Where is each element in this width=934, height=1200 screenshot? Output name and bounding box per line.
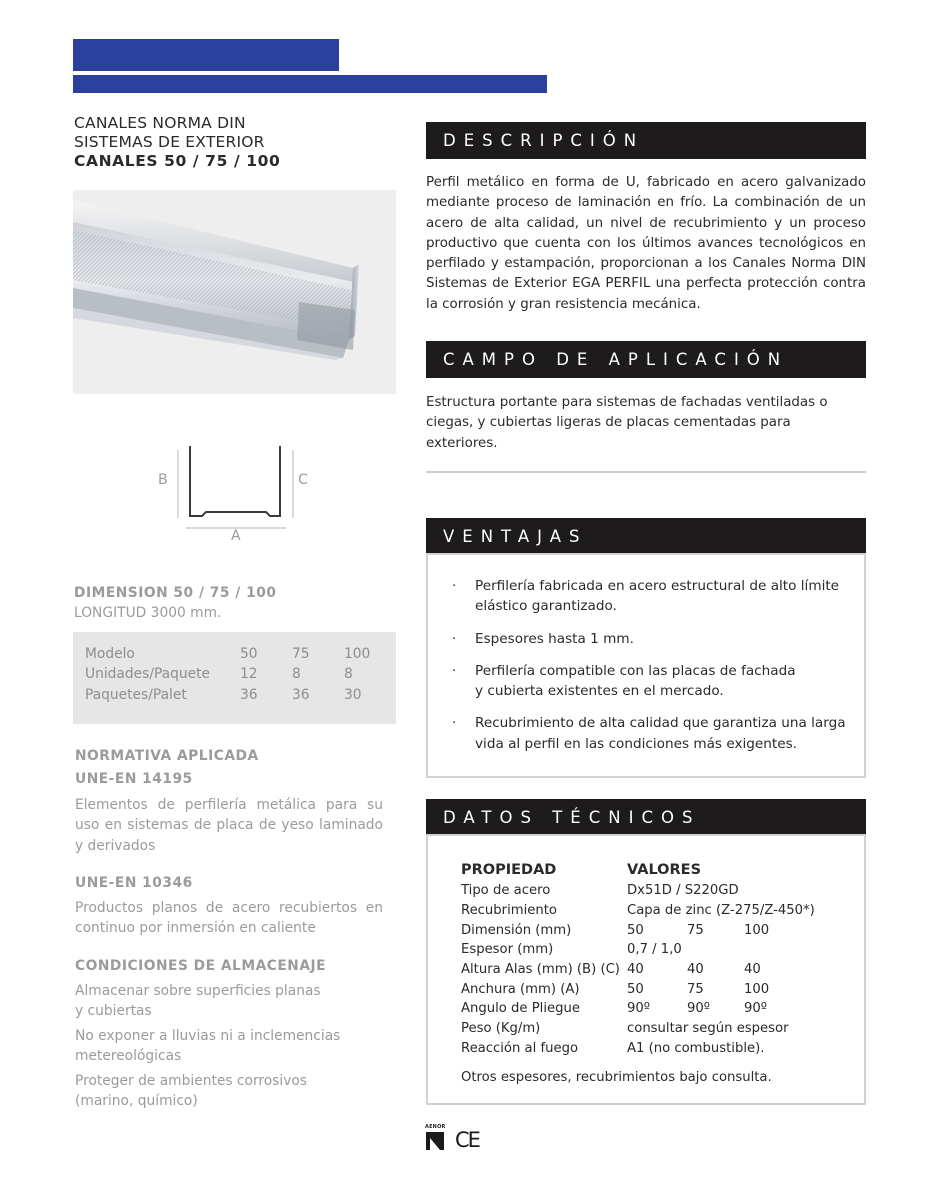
table-row — [461, 979, 815, 999]
standard-2-title: UNE-EN 10346 — [75, 875, 193, 891]
table-cell: Dimensión (mm) — [461, 922, 572, 938]
standard-1-title: UNE-EN 14195 — [75, 771, 193, 787]
bullet: · — [452, 630, 457, 647]
table-cell: Reacción al fuego — [461, 1040, 579, 1056]
storage-item-2 — [75, 1026, 383, 1067]
ce-mark: CE — [455, 1128, 479, 1152]
list-item — [428, 713, 864, 754]
table-row — [461, 960, 815, 980]
ventajas-box — [426, 553, 866, 778]
section-divider — [426, 471, 866, 473]
table-cell: 8 — [344, 666, 353, 683]
table-row — [461, 1039, 815, 1059]
dimension-length: LONGITUD 3000 mm. — [74, 605, 222, 621]
table-cell: 50 — [627, 922, 644, 938]
table-cell: 90º — [627, 1001, 650, 1017]
table-cell: 8 — [292, 666, 301, 683]
storage-item-line: Proteger de ambientes corrosivos — [75, 1073, 307, 1089]
list-item — [428, 661, 864, 702]
campo-text: Estructura portante para sistemas de fachadas ventiladas o ciegas, y cubiertas ligeras de placas cementadas para exteriores. — [426, 395, 828, 451]
header-bar-long — [73, 75, 547, 93]
table-cell: 100 — [744, 922, 770, 938]
table-cell: Espesor (mm) — [461, 942, 554, 958]
diagram-label-c: C — [298, 472, 308, 488]
table-cell: Paquetes/Palet — [85, 686, 187, 703]
column-header-values: VALORES — [627, 862, 702, 878]
product-photo — [73, 190, 396, 394]
aenor-logo-text: AENOR — [425, 1124, 446, 1130]
table-cell: 75 — [292, 646, 310, 663]
table-cell: Unidades/Paquete — [85, 666, 211, 683]
table-cell: 100 — [344, 646, 371, 663]
product-title-line2: SISTEMAS DE EXTERIOR — [74, 133, 265, 151]
descripcion-text: Perfil metálico en forma de U, fabricado en acero galvanizado mediante proceso de laminación en frío. La combinación de un acero de alta calidad, un nivel de recubrimiento y un proceso productivo que cuenta con los últimos avances tecnológicos en perfilado y estampación, proporcionan a los Canales Norma DIN Sistemas de Exterior EGA PERFIL una perfecta protección contra la corrosión y gran resistencia mecánica. — [426, 175, 866, 312]
table-cell: 90º — [687, 1001, 710, 1017]
table-cell: 40 — [744, 962, 761, 978]
ventajas-list — [428, 576, 864, 754]
models-table — [73, 632, 396, 724]
list-item — [428, 629, 864, 649]
list-item-line: Perfilería compatible con las placas de fachada — [475, 662, 796, 679]
datos-heading: DATOS TÉCNICOS — [426, 799, 866, 836]
table-header-row — [461, 859, 815, 881]
standard-2-text: Productos planos de acero recubiertos en continuo por inmersión en caliente — [75, 900, 383, 937]
list-item-line: Recubrimiento de alta calidad que garantiza una larga — [475, 715, 846, 732]
table-cell: Dx51D / S220GD — [627, 883, 739, 899]
campo-heading: CAMPO DE APLICACIÓN — [426, 341, 866, 378]
header-bar-short — [73, 39, 339, 71]
table-row — [461, 881, 815, 901]
storage-title: CONDICIONES DE ALMACENAJE — [75, 958, 327, 974]
table-cell: 90º — [744, 1001, 767, 1017]
table-cell: 100 — [744, 981, 770, 997]
table-row — [461, 940, 815, 960]
product-title-line1: CANALES NORMA DIN — [74, 114, 246, 132]
table-cell: Peso (Kg/m) — [461, 1021, 541, 1037]
list-item-line: vida al perfil en las condiciones más exigentes. — [475, 735, 797, 752]
list-item-line: Espesores hasta 1 mm. — [475, 630, 634, 647]
bullet: · — [452, 578, 457, 594]
storage-item-line: (marino, químico) — [75, 1093, 198, 1110]
table-row — [461, 999, 815, 1019]
list-item-line: Perfilería fabricada en acero estructural de alto límite — [475, 578, 840, 594]
table-cell: 36 — [292, 686, 310, 703]
table-cell: Anchura (mm) (A) — [461, 981, 580, 997]
list-item-line: elástico garantizado. — [475, 598, 617, 615]
normativa-title: NORMATIVA APLICADA — [75, 748, 259, 764]
table-cell: Tipo de acero — [461, 883, 551, 899]
storage-item-line: y cubiertas — [75, 1003, 152, 1020]
table-cell: 40 — [627, 962, 644, 978]
table-row — [461, 1019, 815, 1039]
table-cell: consultar según espesor — [627, 1021, 789, 1037]
bullet: · — [452, 715, 457, 732]
table-cell: 30 — [344, 686, 362, 703]
list-item — [428, 576, 864, 617]
table-cell: 50 — [240, 646, 258, 663]
table-cell: 50 — [627, 981, 644, 997]
storage-item-line: No exponer a lluvias ni a inclemencias — [75, 1028, 341, 1044]
descripcion-heading: DESCRIPCIÓN — [426, 122, 866, 159]
diagram-label-b: B — [158, 472, 168, 488]
datos-table — [461, 859, 815, 1058]
aenor-mark-icon — [425, 1131, 445, 1151]
table-row — [85, 685, 370, 705]
standard-1-text: Elementos de perfilería metálica para su uso en sistemas de placa de yeso laminado y derivados — [75, 797, 383, 854]
datos-box — [426, 834, 866, 1105]
ventajas-heading: VENTAJAS — [426, 518, 866, 555]
table-cell: Recubrimiento — [461, 903, 557, 919]
dimension-title: DIMENSION 50 / 75 / 100 — [74, 585, 277, 601]
column-header-property: PROPIEDAD — [461, 862, 557, 878]
table-cell: 12 — [240, 666, 258, 683]
diagram-label-a: A — [231, 528, 241, 544]
table-cell: 36 — [240, 686, 258, 703]
table-cell: A1 (no combustible). — [627, 1040, 765, 1056]
datos-note: Otros espesores, recubrimientos bajo consulta. — [461, 1070, 772, 1086]
table-cell: 75 — [687, 922, 704, 938]
table-cell: Altura Alas (mm) (B) (C) — [461, 962, 620, 978]
table-row — [461, 920, 815, 940]
table-cell: Angulo de Pliegue — [461, 1001, 580, 1017]
product-title-line3: CANALES 50 / 75 / 100 — [74, 152, 281, 170]
storage-item-line: Almacenar sobre superficies planas — [75, 983, 321, 999]
table-row — [85, 644, 370, 664]
bullet: · — [452, 662, 457, 679]
storage-item-1 — [75, 981, 383, 1022]
storage-item-3 — [75, 1071, 383, 1112]
list-item-line: y cubierta existentes en el mercado. — [475, 683, 724, 700]
table-cell: 0,7 / 1,0 — [627, 942, 682, 958]
storage-item-line: metereológicas — [75, 1048, 182, 1065]
table-row — [461, 901, 815, 921]
table-cell: Capa de zinc (Z-275/Z-450*) — [627, 903, 815, 919]
table-cell: 75 — [687, 981, 704, 997]
aenor-logo — [425, 1124, 445, 1152]
table-cell: 40 — [687, 962, 704, 978]
table-cell: Modelo — [85, 646, 135, 663]
table-row — [85, 664, 370, 684]
